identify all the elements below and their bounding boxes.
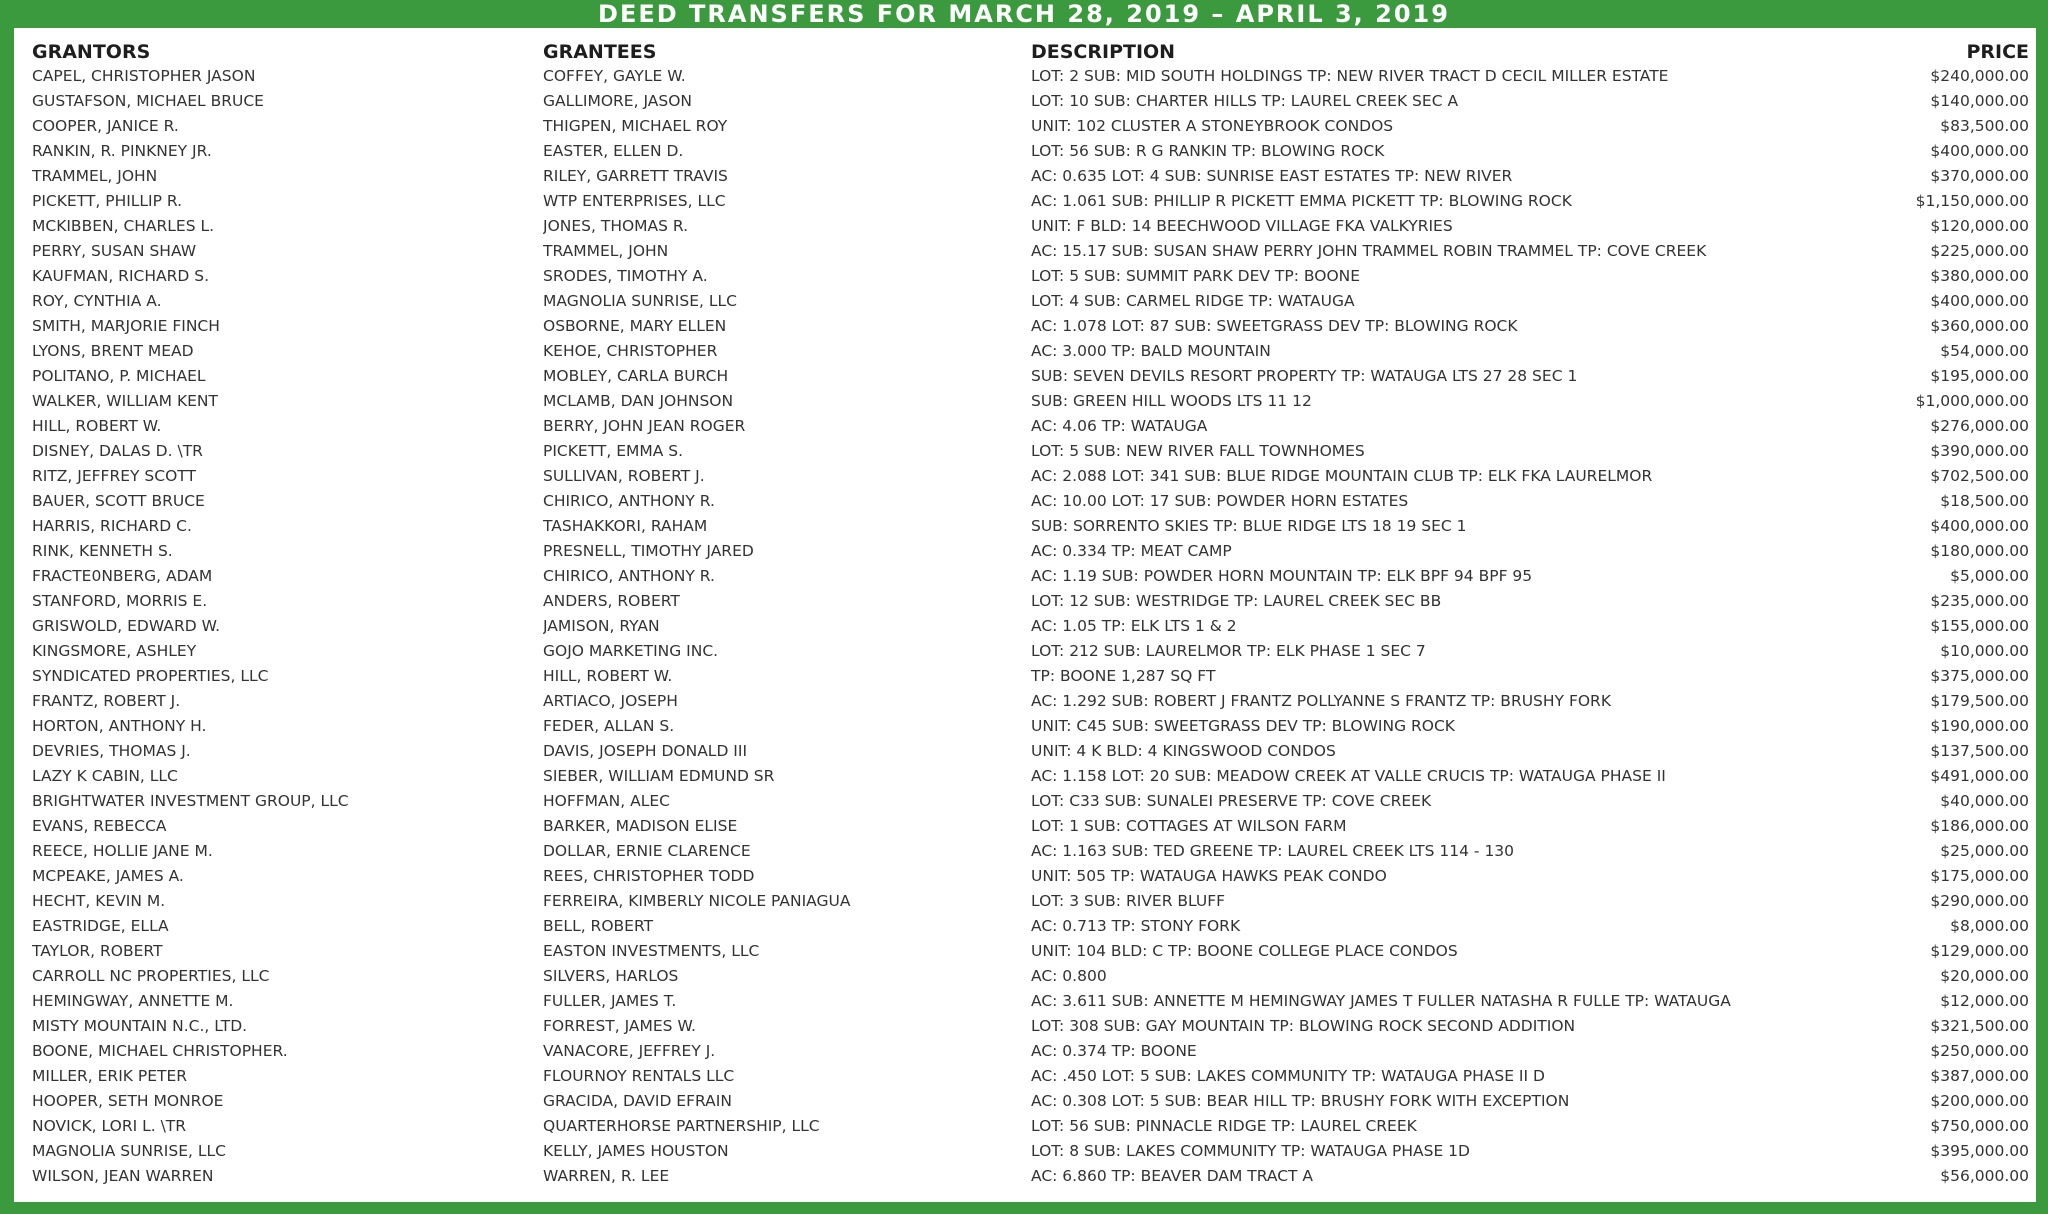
grantor-cell: LAZY K CABIN, LLC: [32, 766, 178, 785]
price-cell: $702,500.00: [1930, 466, 2029, 485]
grantee-cell: MOBLEY, CARLA BURCH: [543, 366, 729, 385]
price-cell: $190,000.00: [1930, 716, 2029, 735]
grantee-cell: REES, CHRISTOPHER TODD: [543, 866, 755, 885]
grantor-cell: DISNEY, DALAS D. \TR: [32, 441, 203, 460]
price-cell: $195,000.00: [1930, 366, 2029, 385]
table-row: [32, 763, 2029, 788]
table-row: [32, 1113, 2029, 1138]
grantor-cell: EASTRIDGE, ELLA: [32, 916, 169, 935]
grantor-cell: FRACTE0NBERG, ADAM: [32, 566, 213, 585]
description-cell: AC: 1.158 LOT: 20 SUB: MEADOW CREEK AT VALLE CRUCIS TP: WATAUGA PHASE II: [1031, 766, 1666, 785]
grantee-cell: OSBORNE, MARY ELLEN: [543, 316, 727, 335]
grantor-cell: HEMINGWAY, ANNETTE M.: [32, 991, 234, 1010]
grantor-cell: BOONE, MICHAEL CHRISTOPHER.: [32, 1041, 288, 1060]
description-cell: UNIT: 102 CLUSTER A STONEYBROOK CONDOS: [1031, 116, 1394, 135]
description-cell: AC: 1.061 SUB: PHILLIP R PICKETT EMMA PICKETT TP: BLOWING ROCK: [1031, 191, 1572, 210]
description-cell: AC: 0.374 TP: BOONE: [1031, 1041, 1197, 1060]
grantor-cell: GRISWOLD, EDWARD W.: [32, 616, 221, 635]
description-cell: AC: 4.06 TP: WATAUGA: [1031, 416, 1208, 435]
table-row: [32, 1038, 2029, 1063]
table-row: [32, 63, 2029, 88]
price-cell: $400,000.00: [1930, 291, 2029, 310]
grantor-cell: TAYLOR, ROBERT: [32, 941, 163, 960]
price-cell: $370,000.00: [1930, 166, 2029, 185]
price-cell: $400,000.00: [1930, 141, 2029, 160]
description-cell: AC: 6.860 TP: BEAVER DAM TRACT A: [1031, 1166, 1314, 1185]
grantor-cell: REECE, HOLLIE JANE M.: [32, 841, 213, 860]
table-row: [32, 213, 2029, 238]
description-cell: UNIT: 4 K BLD: 4 KINGSWOOD CONDOS: [1031, 741, 1336, 760]
grantee-cell: WARREN, R. LEE: [543, 1166, 670, 1185]
header-price: PRICE: [1966, 41, 2029, 63]
grantor-cell: HARRIS, RICHARD C.: [32, 516, 192, 535]
description-cell: AC: 0.308 LOT: 5 SUB: BEAR HILL TP: BRUSHY FORK WITH EXCEPTION: [1031, 1091, 1570, 1110]
table-row: [32, 238, 2029, 263]
price-cell: $120,000.00: [1930, 216, 2029, 235]
grantee-cell: GRACIDA, DAVID EFRAIN: [543, 1091, 732, 1110]
table-row: [32, 438, 2029, 463]
description-cell: AC: 10.00 LOT: 17 SUB: POWDER HORN ESTATES: [1031, 491, 1409, 510]
grantor-cell: MAGNOLIA SUNRISE, LLC: [32, 1141, 226, 1160]
grantee-cell: KEHOE, CHRISTOPHER: [543, 341, 718, 360]
grantee-cell: COFFEY, GAYLE W.: [543, 66, 686, 85]
description-cell: AC: 0.635 LOT: 4 SUB: SUNRISE EAST ESTATES TP: NEW RIVER: [1031, 166, 1513, 185]
grantee-cell: FLOURNOY RENTALS LLC: [543, 1066, 735, 1085]
table-row: [32, 263, 2029, 288]
description-cell: AC: 3.000 TP: BALD MOUNTAIN: [1031, 341, 1271, 360]
grantee-cell: SIEBER, WILLIAM EDMUND SR: [543, 766, 775, 785]
description-cell: UNIT: F BLD: 14 BEECHWOOD VILLAGE FKA VALKYRIES: [1031, 216, 1453, 235]
grantor-cell: HORTON, ANTHONY H.: [32, 716, 207, 735]
price-cell: $186,000.00: [1930, 816, 2029, 835]
description-cell: LOT: 8 SUB: LAKES COMMUNITY TP: WATAUGA PHASE 1D: [1031, 1141, 1470, 1160]
table-row: [32, 788, 2029, 813]
table-body: [32, 63, 2029, 1188]
description-cell: SUB: SEVEN DEVILS RESORT PROPERTY TP: WATAUGA LTS 27 28 SEC 1: [1031, 366, 1578, 385]
table-row: [32, 163, 2029, 188]
grantee-cell: HILL, ROBERT W.: [543, 666, 673, 685]
grantee-cell: SILVERS, HARLOS: [543, 966, 679, 985]
grantee-cell: BARKER, MADISON ELISE: [543, 816, 738, 835]
grantee-cell: RILEY, GARRETT TRAVIS: [543, 166, 728, 185]
price-cell: $83,500.00: [1940, 116, 2029, 135]
table-row: [32, 1013, 2029, 1038]
table-row: [32, 838, 2029, 863]
grantee-cell: GALLIMORE, JASON: [543, 91, 692, 110]
table-row: [32, 388, 2029, 413]
price-cell: $276,000.00: [1930, 416, 2029, 435]
price-cell: $5,000.00: [1950, 566, 2029, 585]
description-cell: AC: 1.078 LOT: 87 SUB: SWEETGRASS DEV TP: BLOWING ROCK: [1031, 316, 1518, 335]
price-cell: $155,000.00: [1930, 616, 2029, 635]
grantor-cell: HECHT, KEVIN M.: [32, 891, 166, 910]
table-row: [32, 963, 2029, 988]
price-cell: $8,000.00: [1950, 916, 2029, 935]
price-cell: $395,000.00: [1930, 1141, 2029, 1160]
description-cell: SUB: SORRENTO SKIES TP: BLUE RIDGE LTS 18 19 SEC 1: [1031, 516, 1467, 535]
grantee-cell: ARTIACO, JOSEPH: [543, 691, 678, 710]
description-cell: LOT: 1 SUB: COTTAGES AT WILSON FARM: [1031, 816, 1347, 835]
grantor-cell: PICKETT, PHILLIP R.: [32, 191, 183, 210]
description-cell: AC: .450 LOT: 5 SUB: LAKES COMMUNITY TP: WATAUGA PHASE II D: [1031, 1066, 1545, 1085]
description-cell: LOT: 10 SUB: CHARTER HILLS TP: LAUREL CREEK SEC A: [1031, 91, 1459, 110]
table-row: [32, 188, 2029, 213]
price-cell: $360,000.00: [1930, 316, 2029, 335]
grantee-cell: MAGNOLIA SUNRISE, LLC: [543, 291, 737, 310]
price-cell: $235,000.00: [1930, 591, 2029, 610]
grantee-cell: EASTON INVESTMENTS, LLC: [543, 941, 760, 960]
grantee-cell: FULLER, JAMES T.: [543, 991, 677, 1010]
price-cell: $225,000.00: [1930, 241, 2029, 260]
grantee-cell: FEDER, ALLAN S.: [543, 716, 675, 735]
deed-transfers-table: [32, 37, 2029, 1188]
grantee-cell: BERRY, JOHN JEAN ROGER: [543, 416, 746, 435]
grantee-cell: VANACORE, JEFFREY J.: [543, 1041, 716, 1060]
price-cell: $240,000.00: [1930, 66, 2029, 85]
grantor-cell: SYNDICATED PROPERTIES, LLC: [32, 666, 269, 685]
grantee-cell: PICKETT, EMMA S.: [543, 441, 684, 460]
table-row: [32, 888, 2029, 913]
price-cell: $387,000.00: [1930, 1066, 2029, 1085]
grantor-cell: HILL, ROBERT W.: [32, 416, 162, 435]
price-cell: $10,000.00: [1940, 641, 2029, 660]
table-row: [32, 363, 2029, 388]
table-row: [32, 688, 2029, 713]
grantee-cell: HOFFMAN, ALEC: [543, 791, 670, 810]
description-cell: LOT: 308 SUB: GAY MOUNTAIN TP: BLOWING ROCK SECOND ADDITION: [1031, 1016, 1576, 1035]
grantor-cell: RINK, KENNETH S.: [32, 541, 173, 560]
table-row: [32, 513, 2029, 538]
grantor-cell: WALKER, WILLIAM KENT: [32, 391, 218, 410]
grantor-cell: PERRY, SUSAN SHAW: [32, 241, 197, 260]
description-cell: LOT: 56 SUB: R G RANKIN TP: BLOWING ROCK: [1031, 141, 1385, 160]
description-cell: AC: 0.334 TP: MEAT CAMP: [1031, 541, 1232, 560]
grantee-cell: FORREST, JAMES W.: [543, 1016, 696, 1035]
table-row: [32, 588, 2029, 613]
table-row: [32, 413, 2029, 438]
grantee-cell: JAMISON, RYAN: [543, 616, 660, 635]
price-cell: $750,000.00: [1930, 1116, 2029, 1135]
grantee-cell: GOJO MARKETING INC.: [543, 641, 719, 660]
table-row: [32, 613, 2029, 638]
grantee-cell: PRESNELL, TIMOTHY JARED: [543, 541, 754, 560]
table-row: [32, 988, 2029, 1013]
grantor-cell: MCPEAKE, JAMES A.: [32, 866, 184, 885]
grantee-cell: MCLAMB, DAN JOHNSON: [543, 391, 734, 410]
price-cell: $1,000,000.00: [1915, 391, 2029, 410]
grantee-cell: DOLLAR, ERNIE CLARENCE: [543, 841, 751, 860]
price-cell: $180,000.00: [1930, 541, 2029, 560]
price-cell: $129,000.00: [1930, 941, 2029, 960]
grantee-cell: TASHAKKORI, RAHAM: [543, 516, 708, 535]
grantor-cell: FRANTZ, ROBERT J.: [32, 691, 181, 710]
description-cell: AC: 15.17 SUB: SUSAN SHAW PERRY JOHN TRAMMEL ROBIN TRAMMEL TP: COVE CREEK: [1031, 241, 1707, 260]
grantor-cell: SMITH, MARJORIE FINCH: [32, 316, 220, 335]
grantor-cell: COOPER, JANICE R.: [32, 116, 179, 135]
grantee-cell: BELL, ROBERT: [543, 916, 654, 935]
grantee-cell: SRODES, TIMOTHY A.: [543, 266, 708, 285]
grantor-cell: STANFORD, MORRIS E.: [32, 591, 208, 610]
grantor-cell: RITZ, JEFFREY SCOTT: [32, 466, 196, 485]
grantee-cell: EASTER, ELLEN D.: [543, 141, 684, 160]
description-cell: LOT: 56 SUB: PINNACLE RIDGE TP: LAUREL CREEK: [1031, 1116, 1417, 1135]
table-row: [32, 863, 2029, 888]
price-cell: $175,000.00: [1930, 866, 2029, 885]
price-cell: $390,000.00: [1930, 441, 2029, 460]
table-row: [32, 563, 2029, 588]
description-cell: UNIT: C45 SUB: SWEETGRASS DEV TP: BLOWING ROCK: [1031, 716, 1455, 735]
table-row: [32, 138, 2029, 163]
description-cell: LOT: 5 SUB: SUMMIT PARK DEV TP: BOONE: [1031, 266, 1361, 285]
grantee-cell: KELLY, JAMES HOUSTON: [543, 1141, 729, 1160]
price-cell: $491,000.00: [1930, 766, 2029, 785]
table-header-row: [32, 37, 2029, 63]
header-grantors: GRANTORS: [32, 41, 151, 63]
grantee-cell: TRAMMEL, JOHN: [543, 241, 669, 260]
deed-table-panel: [14, 28, 2036, 1202]
table-row: [32, 663, 2029, 688]
price-cell: $56,000.00: [1940, 1166, 2029, 1185]
description-cell: UNIT: 104 BLD: C TP: BOONE COLLEGE PLACE CONDOS: [1031, 941, 1458, 960]
description-cell: AC: 3.611 SUB: ANNETTE M HEMINGWAY JAMES T FULLER NATASHA R FULLE TP: WATAUGA: [1031, 991, 1731, 1010]
price-cell: $54,000.00: [1940, 341, 2029, 360]
grantee-cell: DAVIS, JOSEPH DONALD III: [543, 741, 748, 760]
price-cell: $40,000.00: [1940, 791, 2029, 810]
price-cell: $375,000.00: [1930, 666, 2029, 685]
grantor-cell: EVANS, REBECCA: [32, 816, 167, 835]
description-cell: LOT: 12 SUB: WESTRIDGE TP: LAUREL CREEK SEC BB: [1031, 591, 1442, 610]
description-cell: AC: 1.19 SUB: POWDER HORN MOUNTAIN TP: ELK BPF 94 BPF 95: [1031, 566, 1533, 585]
price-cell: $200,000.00: [1930, 1091, 2029, 1110]
price-cell: $250,000.00: [1930, 1041, 2029, 1060]
description-cell: LOT: 2 SUB: MID SOUTH HOLDINGS TP: NEW RIVER TRACT D CECIL MILLER ESTATE: [1031, 66, 1669, 85]
grantor-cell: BRIGHTWATER INVESTMENT GROUP, LLC: [32, 791, 349, 810]
price-cell: $1,150,000.00: [1915, 191, 2029, 210]
grantee-cell: ANDERS, ROBERT: [543, 591, 680, 610]
description-cell: LOT: 3 SUB: RIVER BLUFF: [1031, 891, 1226, 910]
table-row: [32, 938, 2029, 963]
description-cell: AC: 1.163 SUB: TED GREENE TP: LAUREL CREEK LTS 114 - 130: [1031, 841, 1515, 860]
page-title: DEED TRANSFERS FOR MARCH 28, 2019 – APRIL 3, 2019: [598, 0, 1450, 28]
description-cell: LOT: 212 SUB: LAURELMOR TP: ELK PHASE 1 SEC 7: [1031, 641, 1426, 660]
table-row: [32, 813, 2029, 838]
price-cell: $380,000.00: [1930, 266, 2029, 285]
grantor-cell: BAUER, SCOTT BRUCE: [32, 491, 205, 510]
description-cell: AC: 0.713 TP: STONY FORK: [1031, 916, 1241, 935]
table-row: [32, 488, 2029, 513]
description-cell: TP: BOONE 1,287 SQ FT: [1031, 666, 1216, 685]
price-cell: $400,000.00: [1930, 516, 2029, 535]
table-row: [32, 313, 2029, 338]
grantor-cell: GUSTAFSON, MICHAEL BRUCE: [32, 91, 264, 110]
table-row: [32, 1163, 2029, 1188]
description-cell: LOT: C33 SUB: SUNALEI PRESERVE TP: COVE CREEK: [1031, 791, 1432, 810]
table-row: [32, 738, 2029, 763]
grantee-cell: CHIRICO, ANTHONY R.: [543, 566, 715, 585]
table-row: [32, 288, 2029, 313]
description-cell: AC: 2.088 LOT: 341 SUB: BLUE RIDGE MOUNTAIN CLUB TP: ELK FKA LAURELMOR: [1031, 466, 1653, 485]
grantee-cell: CHIRICO, ANTHONY R.: [543, 491, 715, 510]
grantor-cell: DEVRIES, THOMAS J.: [32, 741, 191, 760]
grantor-cell: NOVICK, LORI L. \TR: [32, 1116, 187, 1135]
grantee-cell: QUARTERHORSE PARTNERSHIP, LLC: [543, 1116, 820, 1135]
description-cell: LOT: 4 SUB: CARMEL RIDGE TP: WATAUGA: [1031, 291, 1355, 310]
grantor-cell: POLITANO, P. MICHAEL: [32, 366, 206, 385]
description-cell: LOT: 5 SUB: NEW RIVER FALL TOWNHOMES: [1031, 441, 1365, 460]
price-cell: $20,000.00: [1940, 966, 2029, 985]
table-row: [32, 463, 2029, 488]
table-row: [32, 538, 2029, 563]
description-cell: AC: 1.05 TP: ELK LTS 1 & 2: [1031, 616, 1237, 635]
grantor-cell: HOOPER, SETH MONROE: [32, 1091, 224, 1110]
grantee-cell: SULLIVAN, ROBERT J.: [543, 466, 705, 485]
grantor-cell: MILLER, ERIK PETER: [32, 1066, 188, 1085]
table-row: [32, 1063, 2029, 1088]
description-cell: UNIT: 505 TP: WATAUGA HAWKS PEAK CONDO: [1031, 866, 1387, 885]
grantor-cell: CAPEL, CHRISTOPHER JASON: [32, 66, 256, 85]
grantor-cell: LYONS, BRENT MEAD: [32, 341, 194, 360]
price-cell: $18,500.00: [1940, 491, 2029, 510]
description-cell: SUB: GREEN HILL WOODS LTS 11 12: [1031, 391, 1312, 410]
table-row: [32, 1138, 2029, 1163]
grantor-cell: RANKIN, R. PINKNEY JR.: [32, 141, 212, 160]
grantor-cell: TRAMMEL, JOHN: [32, 166, 158, 185]
header-description: DESCRIPTION: [1031, 41, 1176, 63]
price-cell: $137,500.00: [1930, 741, 2029, 760]
price-cell: $179,500.00: [1930, 691, 2029, 710]
description-cell: AC: 1.292 SUB: ROBERT J FRANTZ POLLYANNE S FRANTZ TP: BRUSHY FORK: [1031, 691, 1611, 710]
grantor-cell: MISTY MOUNTAIN N.C., LTD.: [32, 1016, 248, 1035]
table-row: [32, 713, 2029, 738]
header-grantees: GRANTEES: [543, 41, 657, 63]
grantor-cell: KINGSMORE, ASHLEY: [32, 641, 197, 660]
grantor-cell: CARROLL NC PROPERTIES, LLC: [32, 966, 270, 985]
price-cell: $290,000.00: [1930, 891, 2029, 910]
description-cell: AC: 0.800: [1031, 966, 1107, 985]
table-row: [32, 113, 2029, 138]
table-row: [32, 913, 2029, 938]
grantee-cell: FERREIRA, KIMBERLY NICOLE PANIAGUA: [543, 891, 851, 910]
price-cell: $25,000.00: [1940, 841, 2029, 860]
price-cell: $140,000.00: [1930, 91, 2029, 110]
table-row: [32, 88, 2029, 113]
table-row: [32, 338, 2029, 363]
grantee-cell: JONES, THOMAS R.: [543, 216, 689, 235]
grantee-cell: WTP ENTERPRISES, LLC: [543, 191, 726, 210]
grantor-cell: MCKIBBEN, CHARLES L.: [32, 216, 215, 235]
table-row: [32, 1088, 2029, 1113]
price-cell: $12,000.00: [1940, 991, 2029, 1010]
grantor-cell: ROY, CYNTHIA A.: [32, 291, 162, 310]
grantee-cell: THIGPEN, MICHAEL ROY: [543, 116, 728, 135]
grantor-cell: WILSON, JEAN WARREN: [32, 1166, 214, 1185]
table-row: [32, 638, 2029, 663]
price-cell: $321,500.00: [1930, 1016, 2029, 1035]
grantor-cell: KAUFMAN, RICHARD S.: [32, 266, 210, 285]
